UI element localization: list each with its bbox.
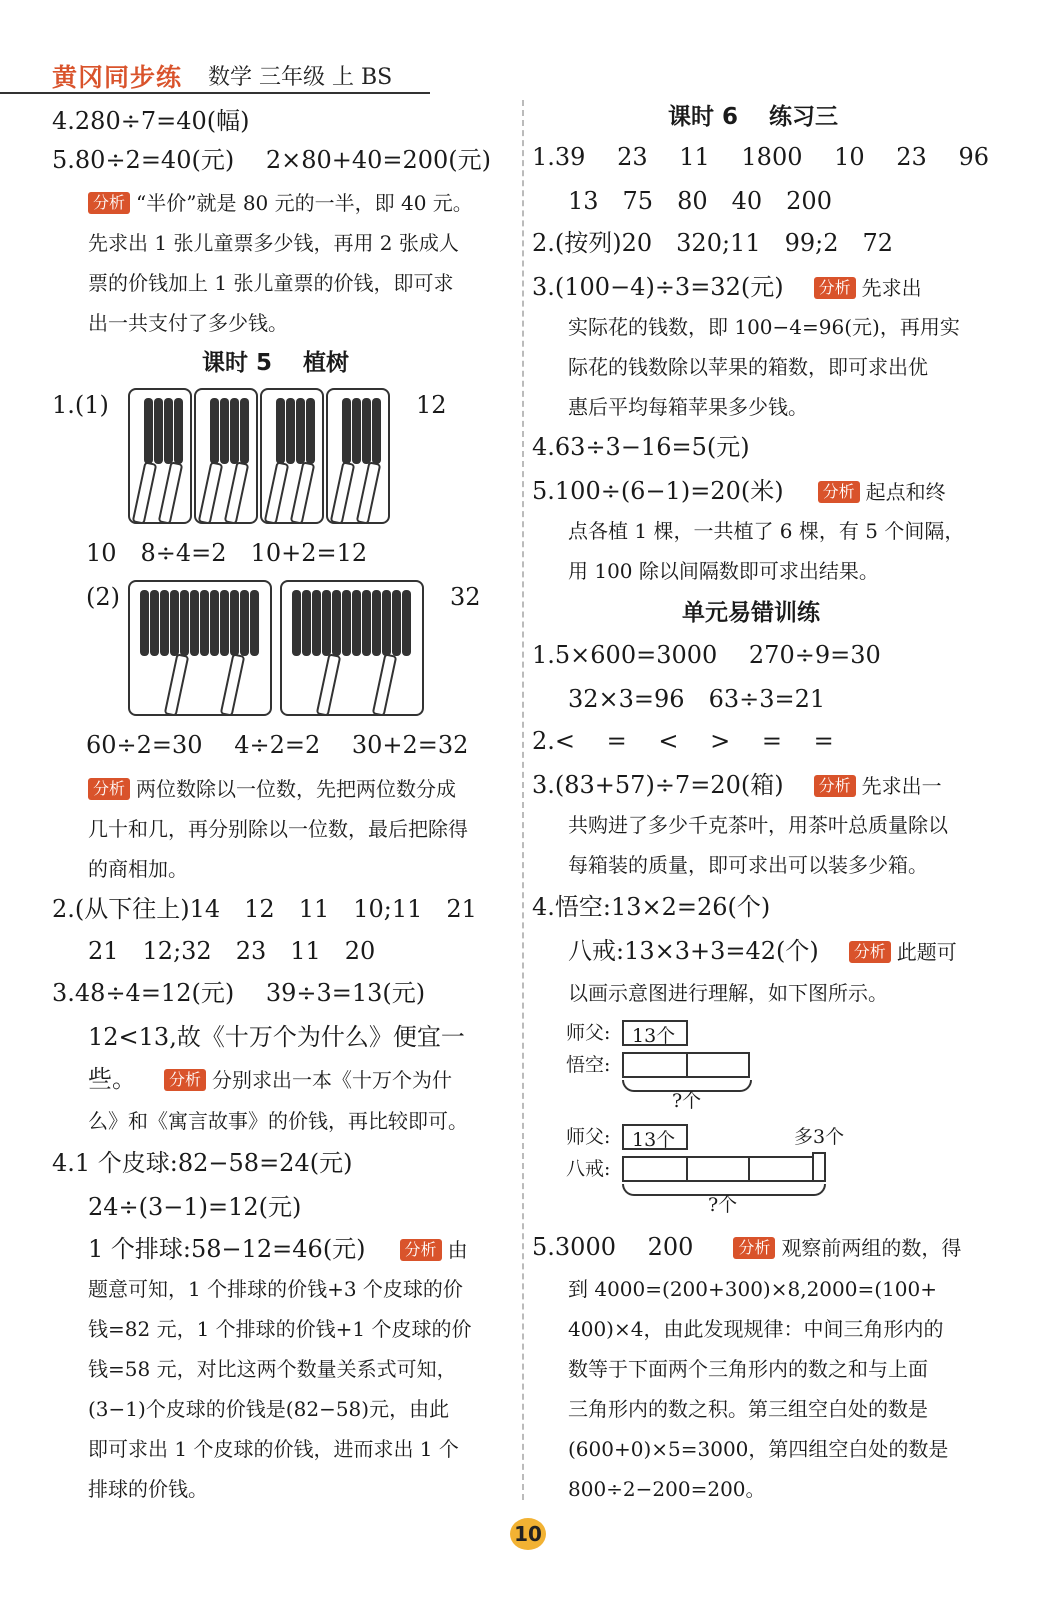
bajie-bar-seg1 — [622, 1156, 688, 1182]
q3-line1: 3.48÷4=12(元) 39÷3=13(元) — [52, 979, 426, 1007]
r-q2: 2.(按列)20 320;11 99;2 72 — [532, 229, 894, 257]
q1-analysis-line3: 的商相加。 — [88, 857, 188, 881]
lesson5-heading: 课时 5 植树 — [202, 350, 350, 376]
analysis-tag: 分析 — [164, 1069, 206, 1091]
r-q3-analysis-line2: 际花的钱数除以苹果的箱数，即可求出优 — [568, 355, 928, 379]
q1-part2-label: (2) — [86, 583, 120, 611]
bundle-box — [260, 388, 324, 524]
analysis-5-line3: 票的价钱加上 1 张儿童票的价钱，即可求 — [88, 271, 454, 295]
q1-part2-answer: 32 — [450, 583, 481, 611]
analysis-5-line2: 先求出 1 张儿童票多少钱，再用 2 张成人 — [88, 231, 459, 255]
q1-part1-label: 1.(1) — [52, 391, 109, 419]
u-q5: 5.3000 200 分析 观察前两组的数，得 — [532, 1233, 962, 1261]
bajie-bar-seg3 — [748, 1156, 814, 1182]
u-q4-analysis-line1: 以画示意图进行理解，如下图所示。 — [568, 981, 888, 1005]
u-q5-analysis-line1: 到 4000=(200+300)×8,2000=(100+ — [568, 1277, 937, 1301]
q4-analysis-line6: 排球的价钱。 — [88, 1477, 208, 1501]
q3-line2: 12<13,故《十万个为什么》便宜一 — [88, 1023, 465, 1051]
q2-line1: 2.(从下往上)14 12 11 10;11 21 — [52, 895, 477, 923]
u-q4-line1: 4.悟空:13×2=26(个) — [532, 893, 771, 921]
q3-line3: 些。 分析 分别求出一本《十万个为什 — [88, 1065, 453, 1093]
header-rule — [0, 92, 430, 94]
q4-analysis-line1: 题意可知，1 个排球的价钱+3 个皮球的价 — [88, 1277, 463, 1301]
bajie-bar-seg2 — [686, 1156, 750, 1182]
r-q4: 4.63÷3−16=5(元) — [532, 433, 750, 461]
bundle-box — [326, 388, 390, 524]
bundle-box — [128, 580, 272, 716]
column-divider — [522, 100, 524, 1500]
answer-4: 4.280÷7=40(幅) — [52, 107, 250, 135]
q4-line1: 4.1 个皮球:82−58=24(元) — [52, 1149, 353, 1177]
analysis-tag: 分析 — [849, 941, 891, 963]
u-q1-line1: 1.5×600=3000 270÷9=30 — [532, 641, 881, 669]
u-q1-line2: 32×3=96 63÷3=21 — [568, 685, 826, 713]
r-q1-line2: 13 75 80 40 200 — [568, 187, 832, 215]
book-subtitle: 数学 三年级 上 BS — [208, 65, 393, 90]
u-q5-analysis-line6: 800÷2−200=200。 — [568, 1477, 766, 1501]
q4-line2: 24÷(3−1)=12(元) — [88, 1193, 302, 1221]
bundle-box — [194, 388, 258, 524]
r-q5-analysis-line2: 用 100 除以间隔数即可求出结果。 — [568, 559, 879, 583]
wukong-label: 悟空: — [566, 1054, 611, 1076]
analysis-tag: 分析 — [733, 1237, 775, 1259]
bajie-bar-extra — [812, 1152, 826, 1182]
shifu-label: 师父: — [566, 1126, 611, 1148]
r-q5-analysis-line1: 点各植 1 棵，一共植了 6 棵，有 5 个间隔， — [568, 519, 965, 543]
u-q3: 3.(83+57)÷7=20(箱) 分析 先求出一 — [532, 771, 942, 799]
u-q5-analysis-line2: 400)×4，由此发现规律：中间三角形内的 — [568, 1317, 944, 1341]
r-q3-analysis-line3: 惠后平均每箱苹果多少钱。 — [568, 395, 808, 419]
u-q3-analysis-line2: 每箱装的质量，即可求出可以装多少箱。 — [568, 853, 928, 877]
q1-analysis-line2: 几十和几，再分别除以一位数，最后把除得 — [88, 817, 468, 841]
page-header — [0, 52, 450, 96]
bajie-label: 八戒: — [566, 1158, 611, 1180]
u-q5-analysis-line5: (600+0)×5=3000，第四组空白处的数是 — [568, 1437, 949, 1461]
bundle-box — [280, 580, 424, 716]
q1-analysis-line1: 分析 两位数除以一位数，先把两位数分成 — [88, 772, 456, 806]
u-q4-line2: 八戒:13×3+3=42(个) 分析 此题可 — [568, 937, 957, 965]
q4-analysis-line3: 钱=58 元，对比这两个数量关系式可知， — [88, 1357, 457, 1381]
bundle-box — [128, 388, 192, 524]
q2-line2: 21 12;32 23 11 20 — [88, 937, 376, 965]
analysis-tag: 分析 — [814, 775, 856, 797]
u-q5-analysis-line4: 三角形内的数之积。第三组空白处的数是 — [568, 1397, 928, 1421]
unit-review-heading: 单元易错训练 — [682, 600, 820, 626]
page-number: 10 — [510, 1518, 546, 1550]
wukong-bar-seg1 — [622, 1052, 688, 1078]
q1-part2-calc: 60÷2=30 4÷2=2 30+2=32 — [86, 731, 469, 759]
u-q3-analysis-line1: 共购进了多少千克茶叶，用茶叶总质量除以 — [568, 813, 948, 837]
analysis-tag: 分析 — [88, 192, 130, 214]
q4-line3: 1 个排球:58−12=46(元) 分析 由 — [88, 1235, 468, 1263]
r-q1-line1: 1.39 23 11 1800 10 23 96 — [532, 143, 989, 171]
r-q5: 5.100÷(6−1)=20(米) 分析 起点和终 — [532, 477, 946, 505]
q1-part1-calc: 10 8÷4=2 10+2=12 — [86, 539, 368, 567]
shifu-bar: 13个 — [622, 1020, 688, 1046]
wukong-bar-seg2 — [686, 1052, 750, 1078]
q4-analysis-line4: (3−1)个皮球的价钱是(82−58)元，由此 — [88, 1397, 450, 1421]
shifu-label: 师父: — [566, 1022, 611, 1044]
lesson6-heading: 课时 6 练习三 — [668, 104, 839, 130]
q4-analysis-line5: 即可求出 1 个皮球的价钱，进而求出 1 个 — [88, 1437, 459, 1461]
answer-5: 5.80÷2=40(元) 2×80+40=200(元) — [52, 146, 492, 174]
more-3-label: 多3个 — [794, 1126, 845, 1148]
analysis-tag: 分析 — [818, 481, 860, 503]
u-q5-analysis-line3: 数等于下面两个三角形内的数之和与上面 — [568, 1357, 928, 1381]
brand-logo: 黄冈同步练 — [52, 63, 183, 92]
r-q3-analysis-line1: 实际花的钱数，即 100−4=96(元)，再用实 — [568, 315, 960, 339]
analysis-tag: 分析 — [814, 277, 856, 299]
q4-analysis-line2: 钱=82 元，1 个排球的价钱+1 个皮球的价 — [88, 1317, 472, 1341]
wukong-question: ?个 — [672, 1090, 702, 1112]
u-q2: 2.< = < > = = — [532, 727, 834, 755]
analysis-5-line4: 出一共支付了多少钱。 — [88, 311, 288, 335]
shifu-bar: 13个 — [622, 1124, 688, 1150]
q3-analysis-line2: 么》和《寓言故事》的价钱，再比较即可。 — [88, 1109, 468, 1133]
analysis-tag: 分析 — [400, 1239, 442, 1261]
bajie-question: ?个 — [708, 1194, 738, 1216]
r-q3: 3.(100−4)÷3=32(元) 分析 先求出 — [532, 273, 922, 301]
q1-part1-answer: 12 — [416, 391, 447, 419]
analysis-tag: 分析 — [88, 778, 130, 800]
analysis-5-line1: 分析 “半价”就是 80 元的一半，即 40 元。 — [88, 186, 473, 220]
